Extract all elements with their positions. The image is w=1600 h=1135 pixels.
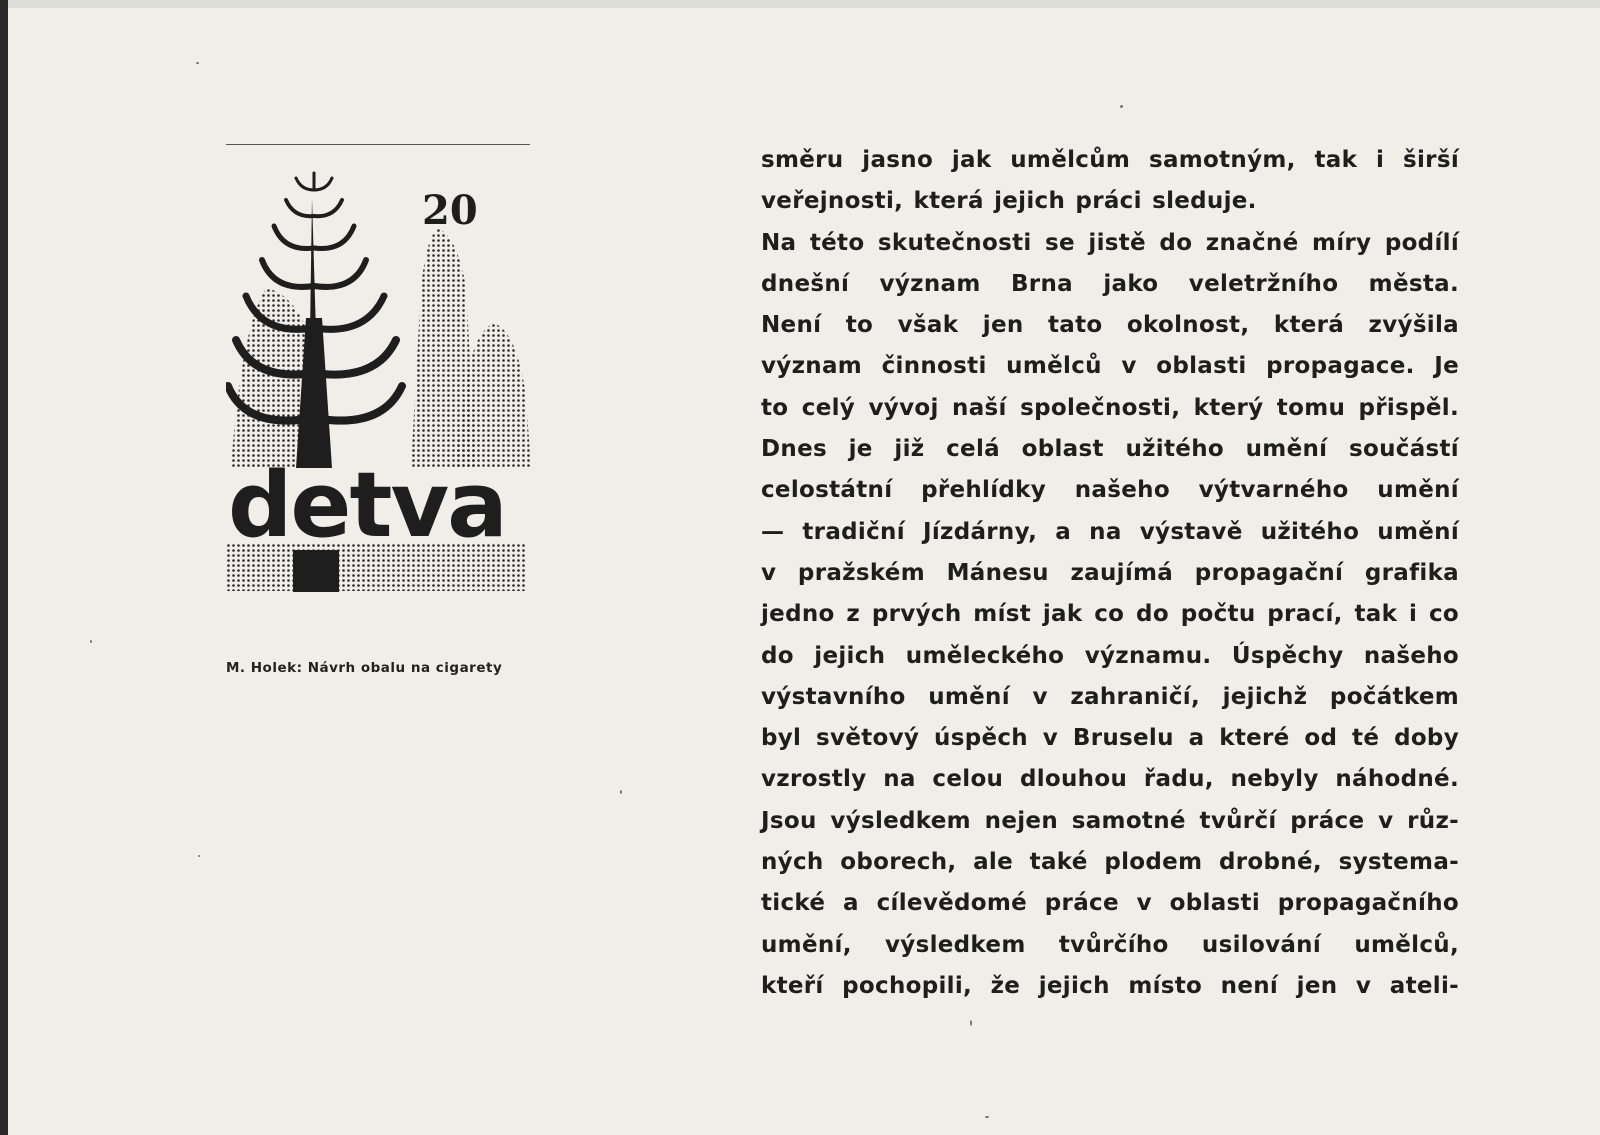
text-line: Jsou výsledkem nejen samotné tvůrčí práce v růz- xyxy=(761,807,1459,834)
text-line: v pražském Mánesu zaujímá propagační grafika xyxy=(761,559,1459,586)
dust-speck xyxy=(90,640,92,643)
dust-speck xyxy=(970,1020,972,1026)
text-line: výstavního umění v zahraničí, jejichž počátkem xyxy=(761,683,1459,710)
figure-top-rule xyxy=(226,144,530,145)
text-line: kteří pochopili, že jejich místo není jen v ateli- xyxy=(761,972,1459,999)
text-line: význam činnosti umělců v oblasti propagace. Je xyxy=(761,353,1459,380)
price-label: 20 xyxy=(422,187,478,234)
text-line: to celý vývoj naší společnosti, který tomu přispěl. xyxy=(761,394,1459,421)
text-line: umění, výsledkem tvůrčího usilování umělců, xyxy=(761,931,1459,958)
scan-edge-left xyxy=(0,0,8,1135)
text-line: směru jasno jak umělcům samotným, tak i širší xyxy=(761,147,1459,173)
text-line: jedno z prvých míst jak co do počtu prací, tak i co xyxy=(761,601,1459,628)
text-line: ných oborech, ale také plodem drobné, systema- xyxy=(761,849,1459,876)
text-line: tické a cílevědomé práce v oblasti propagačního xyxy=(761,890,1459,917)
brand-wordmark: detva xyxy=(228,453,506,558)
dust-speck xyxy=(620,790,622,794)
text-line: — tradiční Jízdárny, a na výstavě užitého umění xyxy=(761,518,1459,545)
text-line: dnešní význam Brna jako veletržního města. xyxy=(761,270,1459,297)
text-line: vzrostly na celou dlouhou řadu, nebyly náhodné. xyxy=(761,766,1459,793)
text-line: Na této skutečnosti se jistě do značné míry podílí xyxy=(761,229,1459,256)
dust-speck xyxy=(196,62,199,64)
dust-speck xyxy=(1120,105,1123,108)
text-line: celostátní přehlídky našeho výtvarného umění xyxy=(761,477,1459,504)
cigarette-pack-design xyxy=(226,168,536,608)
dust-speck xyxy=(198,855,200,857)
text-line: do jejich uměleckého významu. Úspěchy našeho xyxy=(761,642,1459,669)
article-text xyxy=(761,140,1459,1007)
dust-speck xyxy=(985,1116,989,1118)
figure-caption: M. Holek: Návrh obalu na cigarety xyxy=(226,660,503,676)
text-line: Dnes je již celá oblast užitého umění součástí xyxy=(761,436,1459,463)
text-line: Není to však jen tato okolnost, která zvýšila xyxy=(761,312,1459,339)
text-line: veřejnosti, která jejich práci sleduje. xyxy=(761,188,1257,215)
scan-edge-top xyxy=(0,0,1600,8)
text-line: byl světový úspěch v Bruselu a které od té doby xyxy=(761,725,1459,752)
